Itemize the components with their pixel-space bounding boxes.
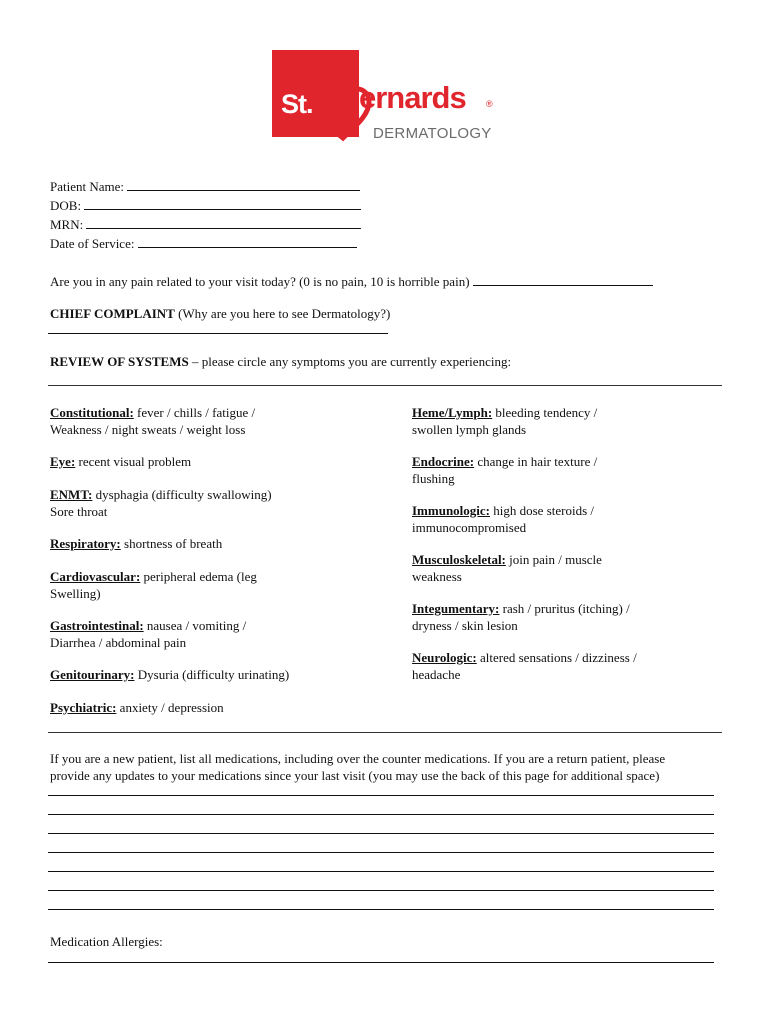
system-line: high dose steroids / [490, 503, 594, 518]
system-line: Weakness / night sweats / weight loss [50, 421, 246, 437]
medications-text: provide any updates to your medications since your last visit (you may use the back of this page for additional space) [50, 767, 660, 783]
system-respiratory[interactable] [50, 536, 222, 553]
patient-name-label: Patient Name: [50, 179, 125, 194]
system-integumentary[interactable] [412, 601, 630, 634]
system-line: peripheral edema (leg [140, 569, 257, 584]
system-title: Neurologic: [412, 650, 477, 665]
ros-heading [50, 354, 511, 371]
allergies-field[interactable] [48, 962, 714, 963]
system-title: Heme/Lymph: [412, 405, 493, 420]
medications-field[interactable] [48, 852, 714, 853]
system-line: change in hair texture / [474, 454, 598, 469]
medications-field[interactable] [48, 814, 714, 815]
system-genitourinary[interactable] [50, 667, 289, 684]
dob-field[interactable] [84, 197, 361, 210]
ros-text: – please circle any symptoms you are currently experiencing: [191, 354, 512, 369]
system-line: rash / pruritus (itching) / [499, 601, 630, 616]
system-line: altered sensations / dizziness / [476, 650, 637, 665]
pain-field[interactable] [473, 273, 653, 286]
system-title: Immunologic: [412, 503, 490, 518]
system-title: Eye: [50, 454, 76, 469]
medications-instructions [50, 751, 665, 784]
date-of-service-field[interactable] [138, 235, 357, 248]
system-gastrointestinal[interactable] [50, 618, 246, 651]
system-title: Respiratory: [50, 536, 121, 551]
divider [48, 732, 722, 733]
chief-complaint-field[interactable] [48, 333, 388, 334]
system-line: bleeding tendency / [492, 405, 598, 420]
system-cardiovascular[interactable] [50, 569, 257, 602]
system-immunologic[interactable] [412, 503, 594, 536]
medications-text: If you are a new patient, list all medications, including over the counter medications. If you are a return patient, please [50, 751, 666, 766]
system-line: dryness / skin lesion [412, 617, 518, 633]
system-line: nausea / vomiting / [143, 618, 247, 633]
system-line: Diarrhea / abdominal pain [50, 634, 187, 650]
dob-row [50, 197, 361, 215]
divider [48, 385, 722, 386]
logo-ernards-text: ernards [359, 80, 466, 115]
pain-row [50, 273, 653, 291]
system-line: anxiety / depression [116, 700, 224, 715]
system-title: Musculoskeletal: [412, 552, 506, 567]
date-of-service-row [50, 235, 357, 253]
system-line: Sore throat [50, 503, 108, 519]
system-line: recent visual problem [75, 454, 192, 469]
logo-st-text: St. [281, 89, 313, 119]
system-line: weakness [412, 568, 462, 584]
system-title: Psychiatric: [50, 700, 117, 715]
system-title: Gastrointestinal: [50, 618, 144, 633]
system-line: dysphagia (difficulty swallowing) [92, 487, 272, 502]
system-title: ENMT: [50, 487, 93, 502]
registered-mark: ® [486, 99, 493, 109]
system-title: Constitutional: [50, 405, 134, 420]
system-line: Dysuria (difficulty urinating) [134, 667, 290, 682]
chief-complaint-text: (Why are you here to see Dermatology?) [178, 306, 391, 321]
system-enmt[interactable] [50, 487, 272, 520]
system-title: Cardiovascular: [50, 569, 141, 584]
system-title: Endocrine: [412, 454, 475, 469]
system-musculoskeletal[interactable] [412, 552, 602, 585]
pain-question: Are you in any pain related to your visit today? (0 is no pain, 10 is horrible pain) [50, 274, 470, 289]
allergies-label: Medication Allergies: [50, 934, 163, 949]
system-heme-lymph[interactable] [412, 405, 597, 438]
mrn-label: MRN: [50, 217, 84, 232]
system-title: Genitourinary: [50, 667, 135, 682]
system-eye[interactable] [50, 454, 191, 471]
medications-field[interactable] [48, 795, 714, 796]
system-line: join pain / muscle [505, 552, 602, 567]
system-line: Swelling) [50, 585, 101, 601]
mrn-row [50, 216, 361, 234]
system-endocrine[interactable] [412, 454, 597, 487]
system-line: swollen lymph glands [412, 421, 527, 437]
mrn-field[interactable] [86, 216, 361, 229]
dob-label: DOB: [50, 198, 82, 213]
medications-field[interactable] [48, 871, 714, 872]
medications-field[interactable] [48, 833, 714, 834]
system-neurologic[interactable] [412, 650, 637, 683]
date-of-service-label: Date of Service: [50, 236, 135, 251]
medications-field[interactable] [48, 909, 714, 910]
system-constitutional[interactable] [50, 405, 255, 438]
system-line: flushing [412, 470, 455, 486]
patient-name-field[interactable] [127, 178, 360, 191]
system-line: shortness of breath [120, 536, 223, 551]
patient-name-row [50, 178, 360, 196]
ros-label: REVIEW OF SYSTEMS [50, 354, 189, 369]
system-line: immunocompromised [412, 519, 527, 535]
chief-complaint-row [50, 306, 390, 323]
logo-dermatology-text: DERMATOLOGY [373, 125, 492, 142]
system-line: headache [412, 666, 461, 682]
system-title: Integumentary: [412, 601, 500, 616]
medications-field[interactable] [48, 890, 714, 891]
system-psychiatric[interactable] [50, 700, 224, 717]
system-line: fever / chills / fatigue / [133, 405, 256, 420]
chief-complaint-label: CHIEF COMPLAINT [50, 306, 175, 321]
